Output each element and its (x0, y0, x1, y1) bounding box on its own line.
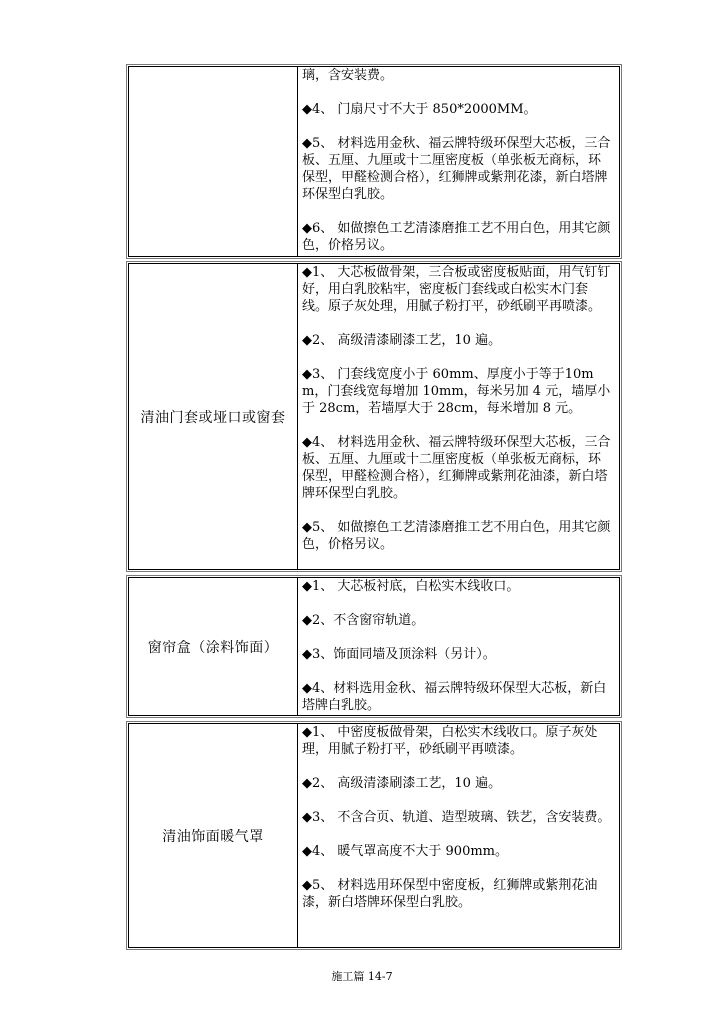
description-line: ◆3、饰面同墙及顶涂料（另计）。 (302, 647, 496, 662)
item-name-cell: 清油门套或垭口或窗套 (129, 264, 298, 569)
description-line: ◆4、 门扇尺寸不大于 850*2000MM。 (302, 102, 537, 117)
description-line: ◆1、 中密度板做骨架，白松实木线收口。原子灰处理，用腻子粉打平，砂纸刷平再喷漆。 (302, 725, 598, 757)
item-name-cell (129, 67, 298, 256)
description-line: ◆2、不含窗帘轨道。 (302, 613, 425, 628)
description-line: ◆4、 材料选用金秋、福云牌特级环保型大芯板，三合板、五厘、九厘或十二厘密度板（单张板无商标，环保型，甲醛检测合格），红狮牌或紫荆花油漆，新白塔牌环保型白乳胶。 (302, 435, 611, 501)
table-block-3 (128, 577, 620, 716)
table-block-1 (128, 66, 620, 257)
description-line: ◆2、 高级清漆刷漆工艺，10 遍。 (302, 776, 502, 791)
description-line: ◆3、 门套线宽度小于 60mm、厚度小于等于10mm，门套线宽每增加 10mm，每米另加 4 元，墙厚小于 28cm，若墙厚大于 28cm，每米增加 8 元。 (302, 367, 611, 416)
description-line: ◆5、 如做擦色工艺清漆磨推工艺不用白色，用其它颜色，价格另议。 (302, 520, 611, 552)
description-line: ◆1、 大芯板衬底，白松实木线收口。 (302, 579, 520, 594)
description-line: ◆6、 如做擦色工艺清漆磨推工艺不用白色，用其它颜色，价格另议。 (302, 221, 611, 253)
description-line: ◆1、 大芯板做骨架，三合板或密度板贴面，用气钉钉好，用白乳胶粘牢，密度板门套线或白松实木门套线。原子灰处理，用腻子粉打平，砂纸刷平再喷漆。 (302, 265, 611, 314)
description-line: ◆3、 不含合页、轨道、造型玻璃、铁艺，含安装费。 (302, 810, 611, 825)
item-name-cell: 清油饰面暖气罩 (129, 724, 298, 947)
description-line: ◆4、材料选用金秋、福云牌特级环保型大芯板，新白塔牌白乳胶。 (302, 681, 607, 713)
table-block-2 (128, 263, 620, 570)
item-description-cell (298, 578, 619, 715)
table-block-4 (128, 723, 620, 948)
description-line: ◆2、 高级清漆刷漆工艺，10 遍。 (302, 333, 502, 348)
description-line: ◆5、 材料选用金秋、福云牌特级环保型大芯板，三合板、五厘、九厘或十二厘密度板（单张板无商标，环保型，甲醛检测合格），红狮牌或紫荆花漆，新白塔牌环保型白乳胶。 (302, 136, 611, 202)
description-line: ◆4、 暖气罩高度不大于 900mm。 (302, 844, 509, 859)
item-description-cell (298, 724, 619, 947)
item-description-cell (298, 264, 619, 569)
item-name-cell: 窗帘盒（涂料饰面） (129, 578, 298, 715)
description-line: ◆5、 材料选用环保型中密度板，红狮牌或紫荆花油漆，新白塔牌环保型白乳胶。 (302, 878, 598, 910)
page-footer: 施工篇 14-7 (331, 970, 393, 983)
description-line: 璃，含安装费。 (302, 68, 394, 83)
item-description-cell (298, 67, 619, 256)
